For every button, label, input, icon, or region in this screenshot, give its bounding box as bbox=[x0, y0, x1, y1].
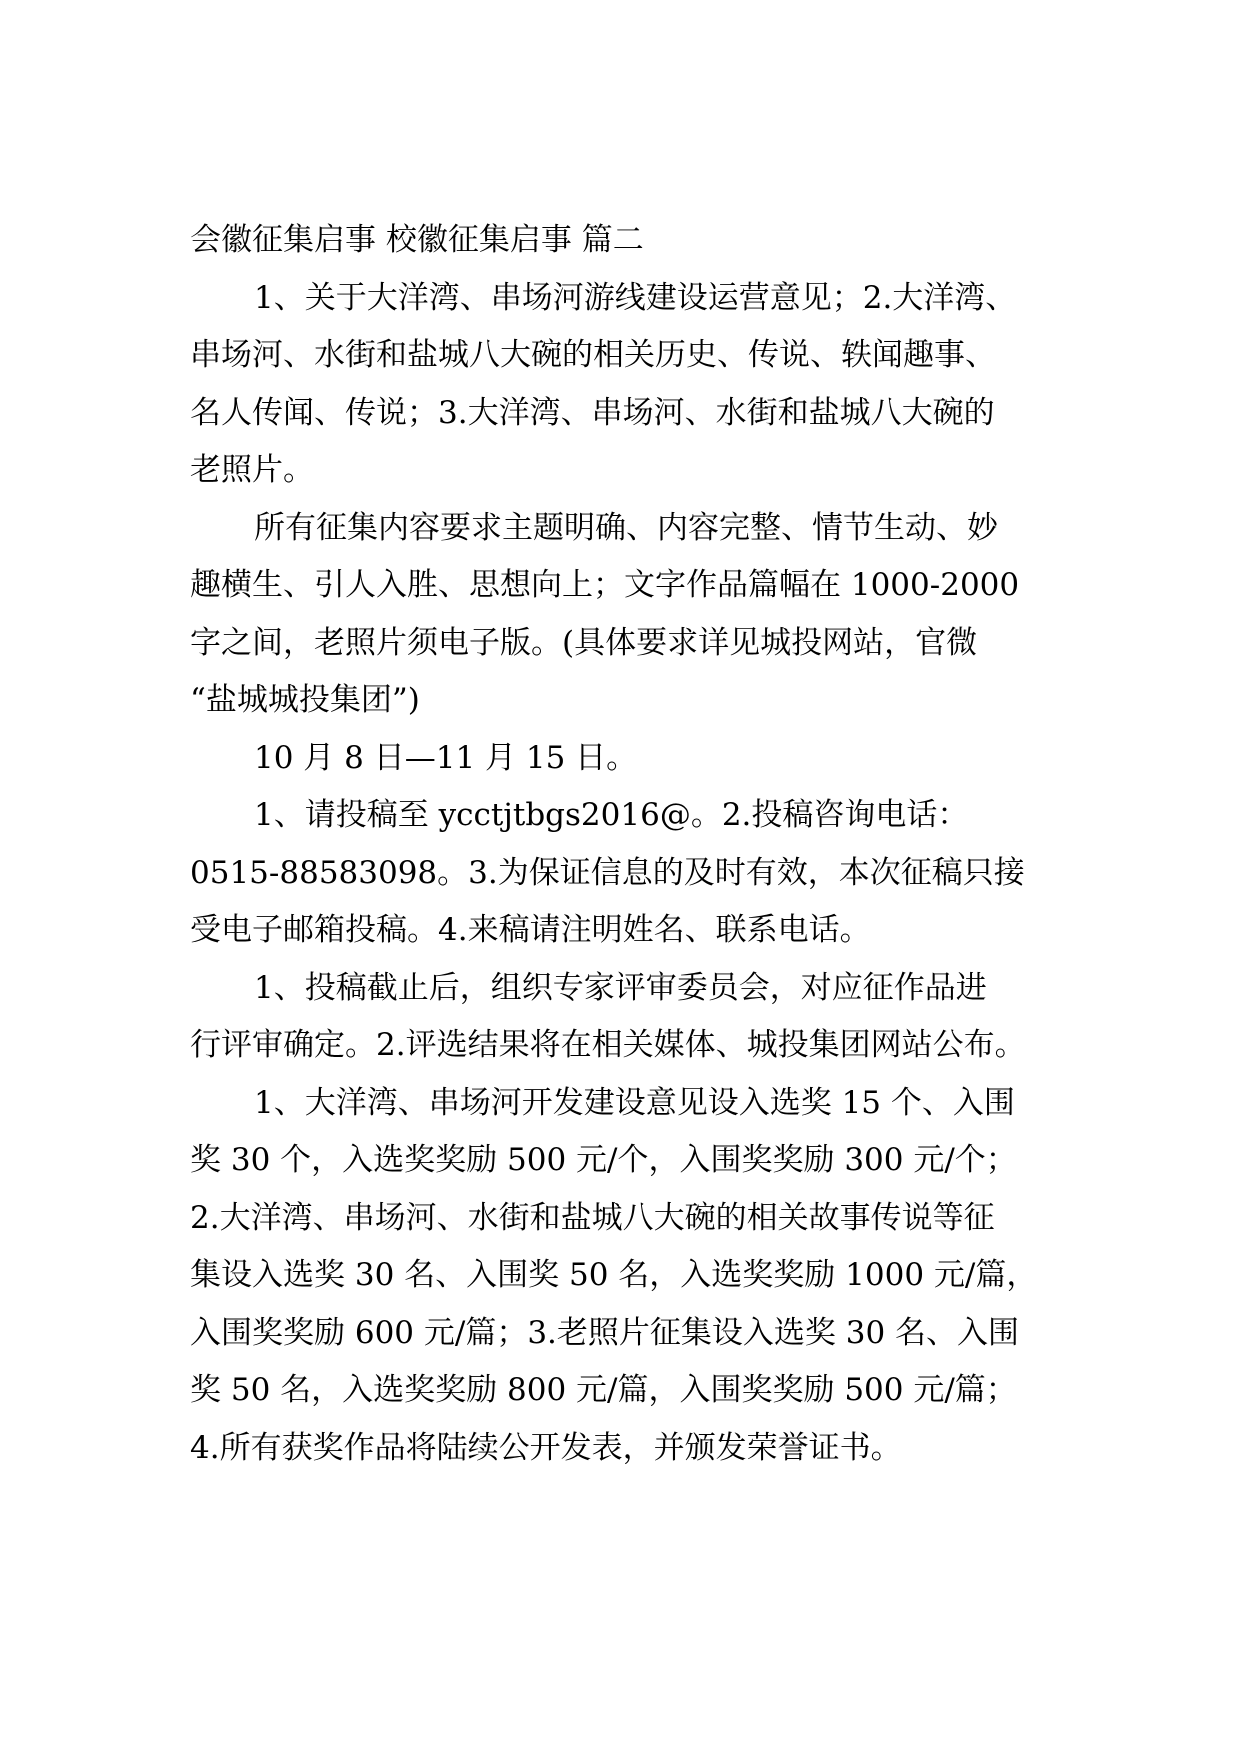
paragraph bbox=[190, 787, 1070, 960]
paragraph-line: 2.大洋湾、串场河、水街和盐城八大碗的相关故事传说等征 bbox=[190, 1199, 995, 1236]
paragraph-line: 1、请投稿至 ycctjtbgs2016@。2.投稿咨询电话： bbox=[254, 797, 969, 833]
paragraph-line: 名人传闻、传说；3.大洋湾、串场河、水街和盐城八大碗的 bbox=[190, 394, 995, 431]
paragraph-line: 受电子邮箱投稿。4.来稿请注明姓名、联系电话。 bbox=[190, 912, 871, 948]
paragraph-line: 10 月 8 日—11 月 15 日。 bbox=[254, 739, 638, 776]
paragraph-list bbox=[190, 270, 1070, 1478]
paragraph bbox=[190, 730, 1070, 788]
paragraph-line: 1、关于大洋湾、串场河游线建设运营意见；2.大洋湾、 bbox=[254, 279, 1017, 316]
paragraph-line: 4.所有获奖作品将陆续公开发表，并颁发荣誉证书。 bbox=[190, 1429, 902, 1466]
paragraph-line: 串场河、水街和盐城八大碗的相关历史、传说、轶闻趣事、 bbox=[190, 337, 996, 373]
paragraph-line: “盐城城投集团”) bbox=[190, 682, 420, 718]
paragraph-line: 字之间，老照片须电子版。(具体要求详见城投网站，官微 bbox=[190, 624, 978, 661]
paragraph bbox=[190, 1075, 1070, 1478]
paragraph-line: 行评审确定。2.评选结果将在相关媒体、城投集团网站公布。 bbox=[190, 1027, 1026, 1063]
paragraph-line: 1、投稿截止后，组织专家评审委员会，对应征作品进 bbox=[254, 969, 987, 1006]
document-body bbox=[190, 212, 1070, 1477]
paragraph-line: 奖 30 个，入选奖奖励 500 元/个，入围奖奖励 300 元/个； bbox=[190, 1142, 1017, 1178]
paragraph bbox=[190, 270, 1070, 500]
paragraph-line: 奖 50 名，入选奖奖励 800 元/篇，入围奖奖励 500 元/篇； bbox=[190, 1372, 1017, 1408]
paragraph-line: 1、大洋湾、串场河开发建设意见设入选奖 15 个、入围 bbox=[254, 1084, 1015, 1121]
paragraph-line: 趣横生、引人入胜、思想向上；文字作品篇幅在 1000-2000 bbox=[190, 567, 1020, 603]
document-title: 会徽征集启事 校徽征集启事 篇二 bbox=[190, 222, 644, 258]
paragraph-line: 老照片。 bbox=[190, 452, 314, 488]
paragraph-line: 集设入选奖 30 名、入围奖 50 名，入选奖奖励 1000 元/篇， bbox=[190, 1257, 1038, 1293]
paragraph-line: 入围奖奖励 600 元/篇；3.老照片征集设入选奖 30 名、入围 bbox=[190, 1314, 1020, 1351]
paragraph-line: 0515-88583098。3.为保证信息的及时有效，本次征稿只接 bbox=[190, 854, 1025, 891]
paragraph bbox=[190, 960, 1070, 1075]
paragraph-line: 所有征集内容要求主题明确、内容完整、情节生动、妙 bbox=[254, 509, 998, 546]
paragraph bbox=[190, 500, 1070, 730]
